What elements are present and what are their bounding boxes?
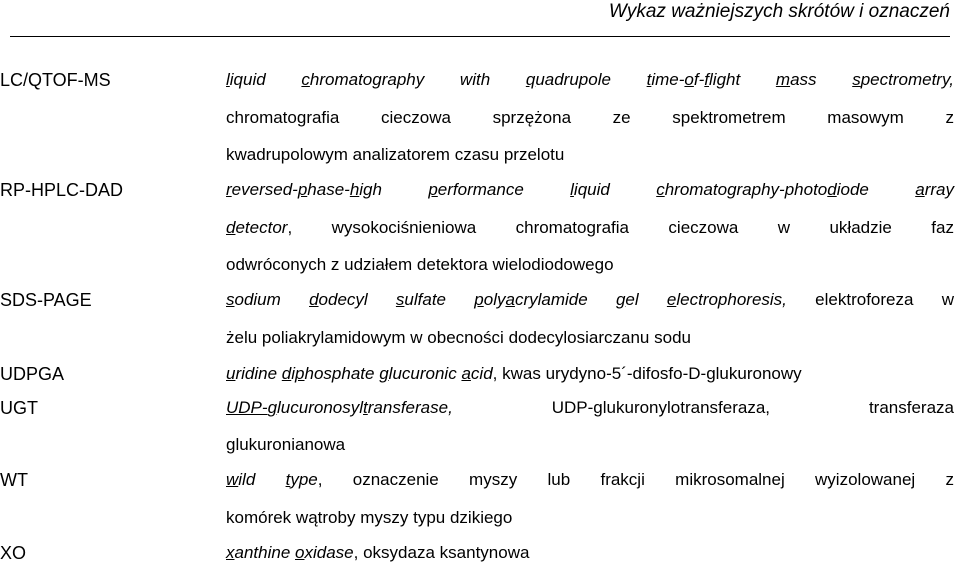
text-segment: odwróconych: [226, 255, 327, 274]
text-segment: ksantynowa: [439, 543, 530, 562]
definition-word: [815, 470, 915, 489]
underlined-letter: a: [505, 290, 515, 309]
definition-word: [600, 470, 644, 489]
text-segment: light: [709, 70, 741, 89]
definition-word: [526, 70, 611, 89]
abbreviation-definition: [226, 543, 954, 563]
underlined-letter: e: [666, 290, 677, 309]
underlined-letter: g: [379, 364, 389, 383]
text-segment: kwadrupolowym: [226, 145, 348, 164]
definition-word: [455, 145, 499, 164]
text-segment: chromatografia: [515, 218, 629, 237]
underlined-letter: r: [226, 180, 232, 199]
text-segment: ridine: [235, 364, 278, 383]
entry-row: [0, 180, 960, 206]
text-segment: rray: [924, 180, 954, 199]
text-segment: ,: [317, 470, 323, 489]
definition-word: [548, 470, 571, 489]
definition-word: [282, 364, 375, 383]
definition-word: [440, 543, 530, 562]
text-segment: ,: [287, 218, 293, 237]
definition-word: [332, 218, 477, 237]
underlined-letter: d: [281, 364, 292, 383]
text-segment: wątroby: [295, 508, 356, 527]
text-segment: dodecylosiarczanu: [508, 328, 650, 347]
definition-word: [396, 290, 446, 309]
entry-row: [0, 470, 960, 496]
definition-word: [226, 290, 281, 309]
text-segment: hromatography: [309, 70, 425, 89]
underlined-letter: f: [704, 70, 710, 89]
definition-word: [301, 70, 424, 89]
abbreviation-term: LC/QTOF-MS: [0, 70, 111, 90]
definition-word: [427, 328, 504, 347]
underlined-letter: h: [349, 180, 360, 199]
text-segment: masowym: [827, 108, 904, 127]
text-segment: ,: [492, 364, 498, 383]
definition-word: [502, 364, 541, 383]
text-segment: i: [291, 364, 296, 383]
text-segment: erformance: [437, 180, 524, 199]
underlined-letter: p: [428, 180, 438, 199]
definition-word: [672, 108, 785, 127]
definition-word: [353, 470, 439, 489]
definition-word: [417, 255, 488, 274]
definition-word: [381, 108, 451, 127]
definition-word: [226, 543, 290, 562]
entry-continuation-row: [0, 435, 960, 461]
definition-word: [931, 218, 954, 237]
text-segment: cieczowa: [668, 218, 739, 237]
text-segment: lectrophoresis,: [676, 290, 787, 309]
text-segment: iode: [836, 180, 869, 199]
underlined-letter: q: [525, 70, 536, 89]
text-segment: cid: [470, 364, 493, 383]
underlined-letter: a: [461, 364, 471, 383]
text-segment: urydyno-5´-difosfo-D-glukuronowy: [545, 364, 802, 383]
definition-word: [815, 290, 913, 309]
definition-word: [461, 364, 497, 383]
text-segment: z: [945, 108, 954, 127]
entry-continuation-row: [0, 255, 960, 281]
text-segment: etector: [235, 218, 288, 237]
text-segment: czasu: [454, 145, 500, 164]
underlined-letter: l: [226, 70, 230, 89]
definition-word: [226, 364, 277, 383]
abbreviation-definition: [226, 435, 954, 455]
text-segment: ransferase,: [367, 398, 453, 417]
definition-word: [504, 145, 564, 164]
text-segment: eversed-: [231, 180, 298, 199]
text-segment: spektrometrem: [672, 108, 786, 127]
definition-word: [668, 218, 738, 237]
text-segment: oznaczenie: [352, 470, 439, 489]
text-segment: elektroforeza: [815, 290, 914, 309]
definition-word: [226, 398, 453, 417]
abbreviation-term: SDS-PAGE: [0, 290, 92, 310]
text-segment: lucuronosyl: [277, 398, 364, 417]
definition-word: [226, 328, 257, 347]
text-segment: z: [330, 255, 340, 274]
text-segment: komórek: [226, 508, 292, 527]
underlined-letter: g: [615, 290, 626, 309]
text-segment: sprzężona: [492, 108, 572, 127]
definition-word: [915, 180, 954, 199]
text-segment: f-: [693, 70, 705, 89]
definition-word: [428, 180, 523, 199]
entry-continuation-row: [0, 145, 960, 171]
text-segment: w: [941, 290, 954, 309]
underlined-letter: t: [363, 398, 368, 417]
text-segment: w: [777, 218, 791, 237]
text-segment: anthine: [234, 543, 291, 562]
definition-word: [516, 218, 629, 237]
text-segment: faz: [931, 218, 954, 237]
text-segment: mikrosomalnej: [675, 470, 785, 489]
definition-word: [295, 543, 358, 562]
entry-row: [0, 364, 960, 390]
text-segment: hromatography-photo: [664, 180, 828, 199]
text-segment: chromatografia: [226, 108, 340, 127]
definition-word: [827, 108, 904, 127]
text-segment: z: [945, 470, 954, 489]
definition-word: [942, 290, 954, 309]
underlined-letter: c: [301, 70, 310, 89]
text-segment: frakcji: [600, 470, 645, 489]
underlined-letter: d: [827, 180, 837, 199]
abbreviation-definition: [226, 145, 954, 165]
definition-word: [613, 108, 631, 127]
abbreviation-term: UDPGA: [0, 364, 65, 384]
underlined-letter: s: [226, 290, 235, 309]
text-segment: obecności: [427, 328, 504, 347]
text-segment: poliakrylamidowym: [261, 328, 406, 347]
definition-word: [546, 364, 802, 383]
definition-word: [675, 470, 785, 489]
text-segment: wysokociśnieniowa: [331, 218, 477, 237]
abbreviation-definition: [226, 508, 954, 528]
definition-word: [262, 328, 406, 347]
underlined-letter: t: [646, 70, 652, 89]
definition-word: [360, 508, 408, 527]
abbreviation-definition: [226, 398, 954, 418]
definition-word: [309, 290, 368, 309]
underlined-letter: d: [309, 290, 319, 309]
abbreviation-term: RP-HPLC-DAD: [0, 180, 124, 200]
abbreviation-definition: [226, 328, 954, 348]
underlined-letter: o: [295, 543, 305, 562]
text-segment: sodu: [654, 328, 691, 347]
text-segment: myszy: [469, 470, 518, 489]
underlined-letter: w: [226, 470, 239, 489]
text-segment: UDP-glukuronylotransferaza,: [551, 398, 771, 417]
abbreviation-definition: [226, 255, 954, 275]
definition-word: [226, 70, 266, 89]
definition-word: [474, 290, 587, 309]
abbreviation-definition: [226, 70, 954, 90]
text-segment: myszy: [360, 508, 409, 527]
text-segment: transferaza: [868, 398, 954, 417]
abbreviation-definition: [226, 108, 954, 128]
text-segment: glukuronianowa: [226, 435, 346, 454]
text-segment: hosphate: [304, 364, 375, 383]
text-segment: with: [459, 70, 491, 89]
entry-row: [0, 290, 960, 316]
definition-word: [286, 470, 323, 489]
definition-word: [654, 328, 691, 347]
definition-word: [413, 508, 445, 527]
definition-word: [226, 145, 348, 164]
definition-word: [869, 398, 954, 417]
abbreviation-term: UGT: [0, 398, 38, 418]
text-segment: hase-: [307, 180, 350, 199]
underlined-letter: s: [852, 70, 861, 89]
underlined-letter: a: [915, 180, 925, 199]
abbreviation-definition: [226, 180, 954, 200]
text-segment: crylamide: [514, 290, 588, 309]
definition-word: [778, 218, 790, 237]
definition-word: [469, 470, 517, 489]
entry-continuation-row: [0, 218, 960, 244]
entry-continuation-row: [0, 508, 960, 534]
text-segment: kwas: [502, 364, 541, 383]
text-segment: w: [410, 328, 423, 347]
definition-word: [379, 364, 457, 383]
entry-continuation-row: [0, 328, 960, 354]
definition-word: [552, 398, 770, 417]
underlined-letter: u: [226, 364, 236, 383]
text-segment: ild: [238, 470, 256, 489]
underlined-letter: UDP-: [226, 398, 268, 417]
abbreviation-term: XO: [0, 543, 27, 563]
definition-word: [460, 70, 490, 89]
definition-word: [410, 328, 422, 347]
text-segment: oksydaza: [363, 543, 435, 562]
underlined-letter: p: [295, 364, 305, 383]
definition-word: [226, 108, 339, 127]
abbreviation-definition: [226, 290, 954, 310]
text-segment: dzikiego: [449, 508, 513, 527]
definition-word: [667, 290, 787, 309]
text-segment: ass: [790, 70, 817, 89]
definition-word: [656, 180, 869, 199]
text-segment: ,: [353, 543, 359, 562]
text-segment: ime-: [651, 70, 685, 89]
underlined-letter: p: [474, 290, 484, 309]
text-segment: xidase: [304, 543, 354, 562]
page-title: Wykaz ważniejszych skrótów i oznaczeń: [608, 1, 950, 22]
text-segment: cieczowa: [381, 108, 451, 127]
text-segment: ze: [612, 108, 631, 127]
underlined-letter: m: [775, 70, 791, 89]
text-segment: wielodiodowego: [492, 255, 614, 274]
definition-word: [363, 543, 435, 562]
text-segment: igh: [359, 180, 382, 199]
underlined-letter: d: [226, 218, 236, 237]
definition-word: [616, 290, 639, 309]
abbreviation-definition: [226, 218, 954, 238]
definition-word: [226, 435, 345, 454]
definition-word: [829, 218, 891, 237]
text-segment: ype: [290, 470, 318, 489]
text-segment: lub: [547, 470, 571, 489]
definition-word: [226, 470, 255, 489]
text-segment: el: [625, 290, 639, 309]
text-segment: typu: [413, 508, 446, 527]
definition-word: [945, 470, 954, 489]
text-segment: uadrupole: [535, 70, 611, 89]
text-segment: analizatorem: [352, 145, 450, 164]
entry-row: [0, 543, 960, 569]
underlined-letter: x: [226, 543, 235, 562]
definition-word: [493, 108, 571, 127]
entry-row: [0, 398, 960, 424]
definition-word: [353, 145, 450, 164]
text-segment: detektora: [416, 255, 488, 274]
text-segment: iquid: [573, 180, 610, 199]
definition-word: [647, 70, 741, 89]
definition-word: [226, 508, 291, 527]
definition-word: [344, 255, 412, 274]
definition-word: [450, 508, 512, 527]
definition-word: [226, 218, 292, 237]
definition-word: [776, 70, 817, 89]
abbreviation-term: WT: [0, 470, 28, 490]
abbreviation-definition: [226, 364, 954, 384]
definition-word: [331, 255, 340, 274]
text-segment: przelotu: [503, 145, 565, 164]
text-segment: wyizolowanej: [815, 470, 916, 489]
definition-word: [945, 108, 954, 127]
text-segment: odium: [234, 290, 281, 309]
definition-word: [570, 180, 610, 199]
definition-word: [852, 70, 954, 89]
text-segment: lucuronic: [388, 364, 457, 383]
definition-word: [493, 255, 614, 274]
text-segment: pectrometry,: [860, 70, 954, 89]
underlined-letter: c: [656, 180, 665, 199]
abbreviation-definition: [226, 470, 954, 490]
underlined-letter: s: [395, 290, 405, 309]
underlined-letter: t: [285, 470, 291, 489]
text-segment: oly: [483, 290, 506, 309]
underlined-letter: l: [570, 180, 574, 199]
underlined-letter: o: [684, 70, 694, 89]
underlined-letter: g: [267, 398, 278, 417]
text-segment: żelu: [226, 328, 258, 347]
text-segment: odecyl: [318, 290, 368, 309]
definition-word: [226, 255, 326, 274]
text-segment: ulfate: [404, 290, 447, 309]
page-header: [10, 0, 950, 37]
entry-continuation-row: [0, 108, 960, 134]
text-segment: udziałem: [344, 255, 413, 274]
text-segment: iquid: [229, 70, 266, 89]
entry-row: [0, 70, 960, 96]
definition-word: [296, 508, 356, 527]
underlined-letter: p: [297, 180, 308, 199]
definition-word: [509, 328, 650, 347]
text-segment: układzie: [829, 218, 892, 237]
definition-word: [226, 180, 382, 199]
